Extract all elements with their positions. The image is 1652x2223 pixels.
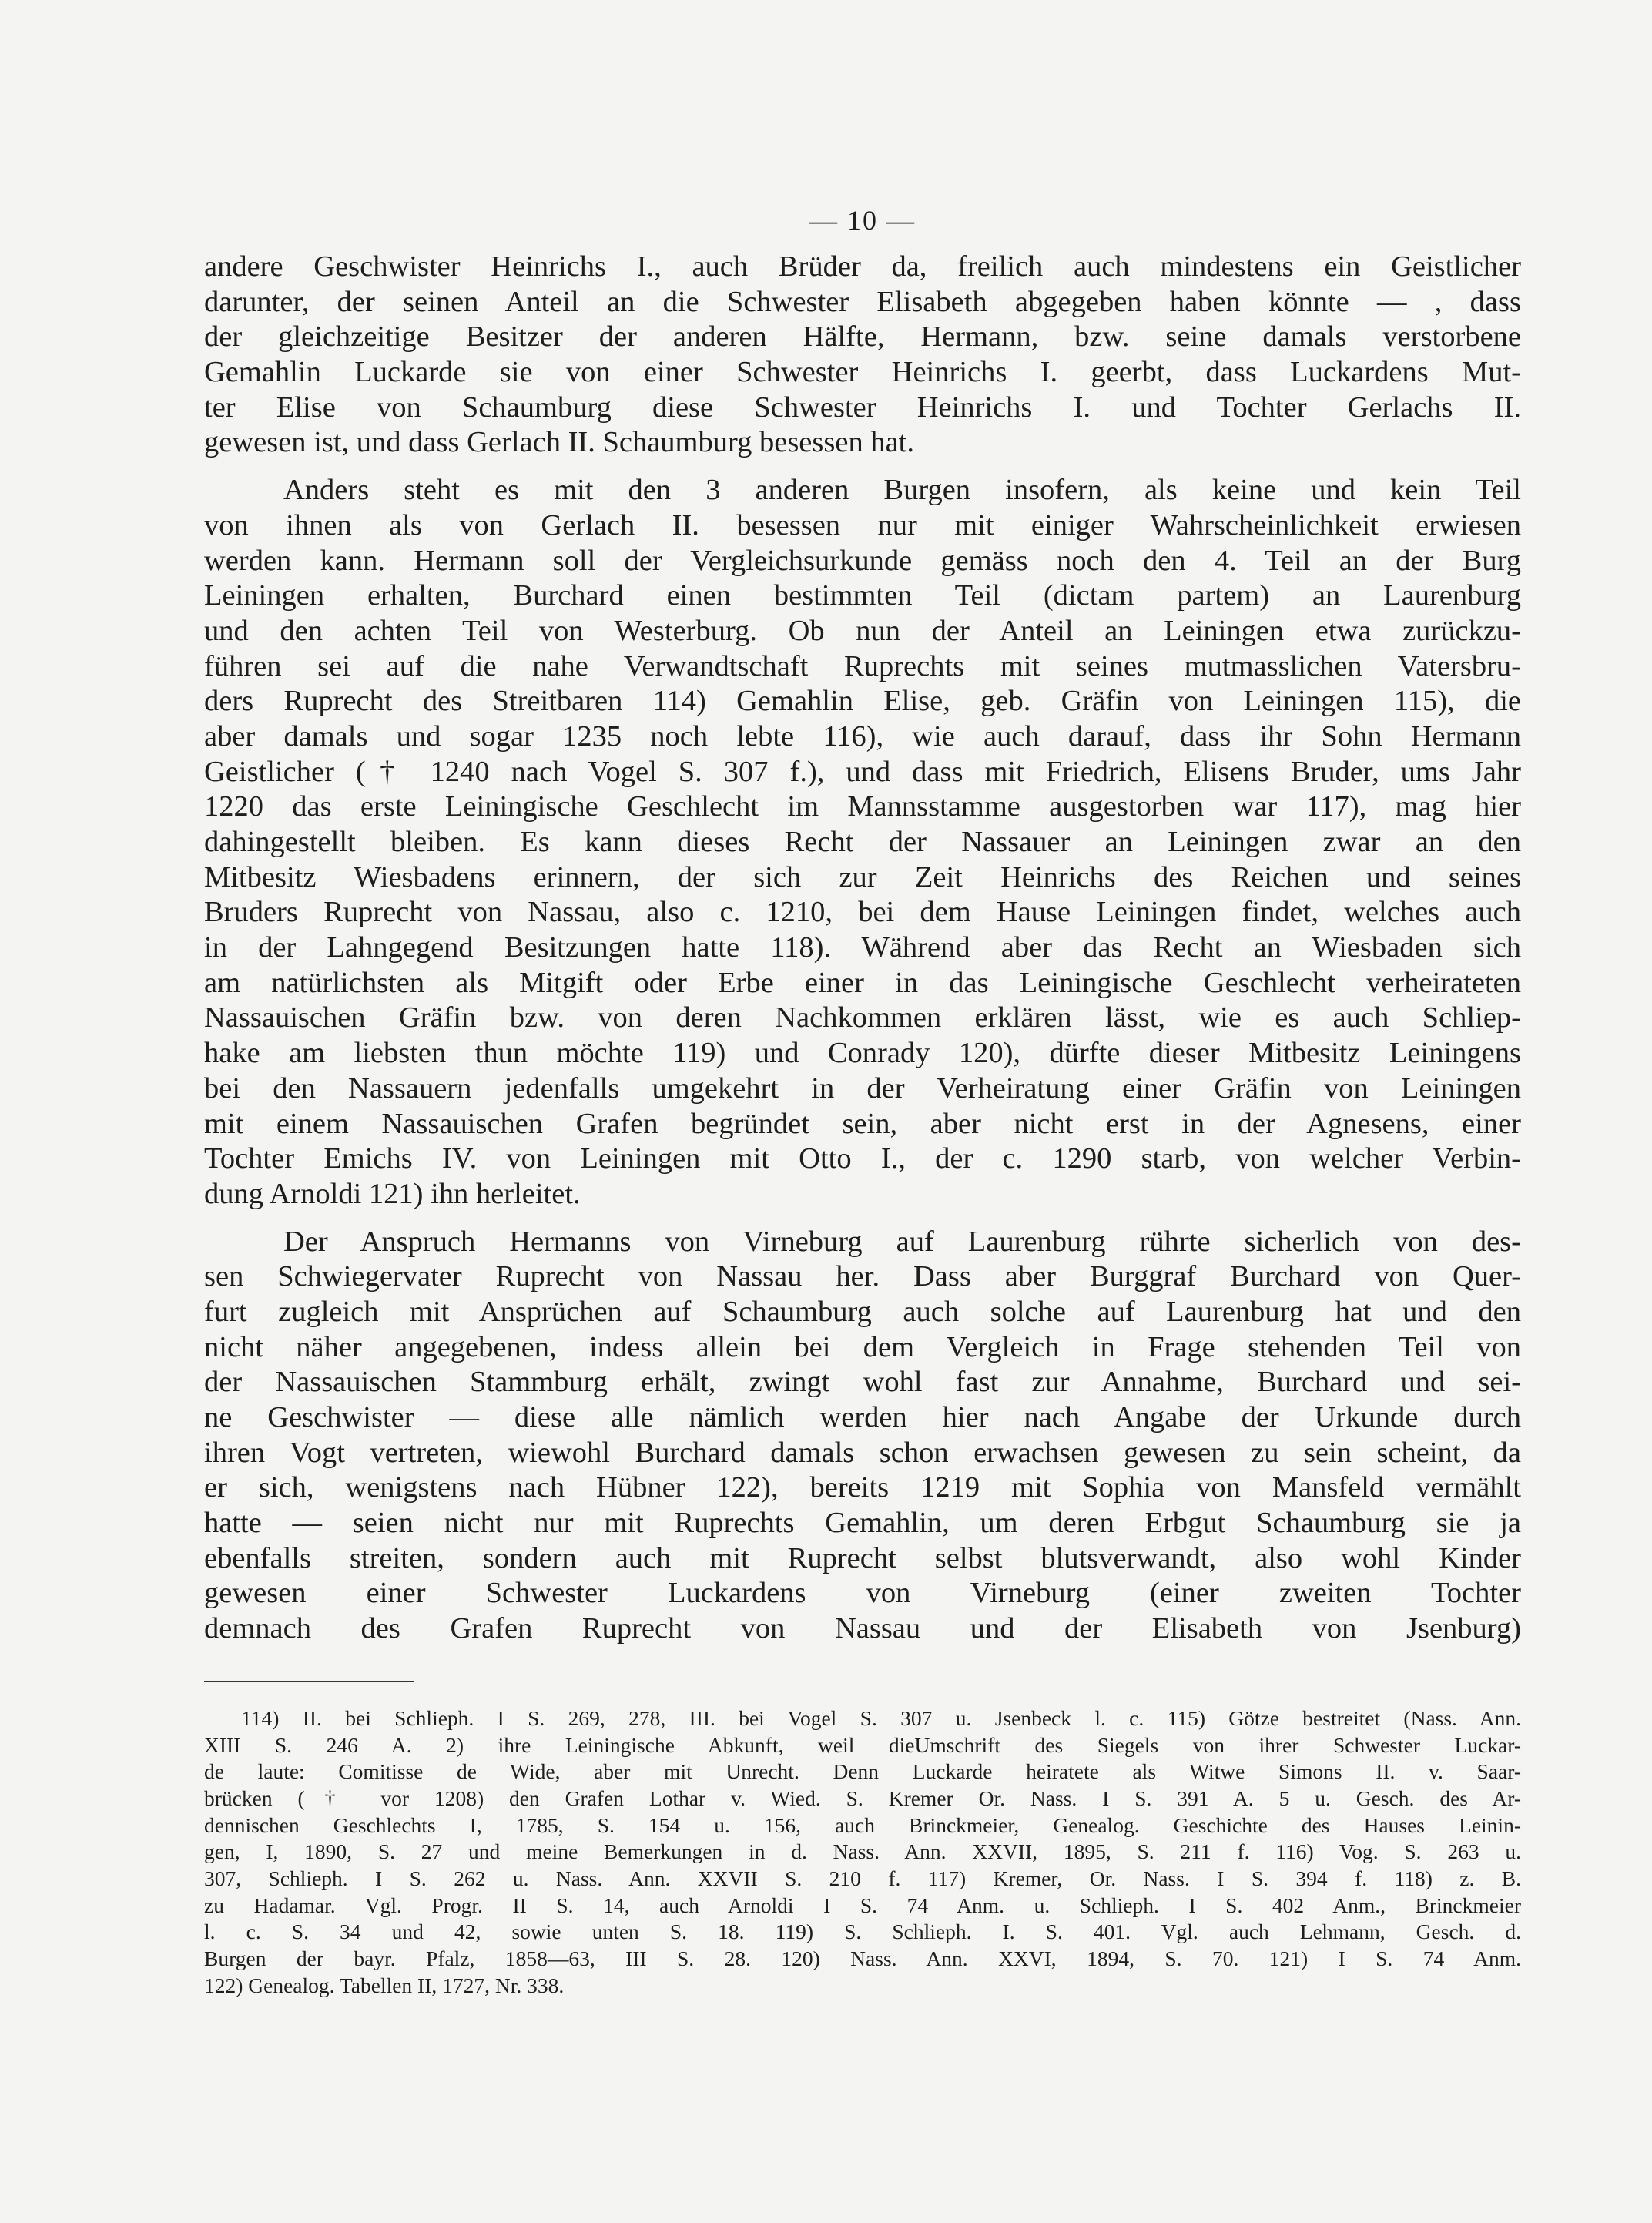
body-line: Mitbesitz Wiesbadens erinnern, der sich zur Zeit Heinrichs des Reichen und seines <box>204 860 1521 894</box>
body-line: furt zugleich mit Ansprüchen auf Schaumburg auch solche auf Laurenburg hat und den <box>204 1295 1521 1328</box>
footnote-divider <box>204 1681 414 1682</box>
body-line: hatte — seien nicht nur mit Ruprechts Gemahlin, um deren Erbgut Schaumburg sie ja <box>204 1507 1521 1540</box>
body-line: und den achten Teil von Westerburg. Ob nun der Anteil an Leiningen etwa zurückzu- <box>204 614 1521 647</box>
body-line: demnach des Grafen Ruprecht von Nassau und der Elisabeth von Jsenburg) <box>204 1612 1521 1645</box>
body-line: am natürlichsten als Mitgift oder Erbe einer in das Leiningische Geschlecht verheirateten <box>204 966 1521 999</box>
body-line: werden kann. Hermann soll der Vergleichsurkunde gemäss noch den 4. Teil an der Burg <box>204 544 1521 577</box>
footnote-line: 114) II. bei Schlieph. I S. 269, 278, III. bei Vogel S. 307 u. Jsenbeck l. c. 115) Götze bestreitet (Nass. Ann. <box>241 1705 1521 1730</box>
body-line: Leiningen erhalten, Burchard einen bestimmten Teil (dictam partem) an Laurenburg <box>204 579 1521 612</box>
body-line: ne Geschwister — diese alle nämlich werden hier nach Angabe der Urkunde durch <box>204 1401 1521 1433</box>
body-line: der Nassauischen Stammburg erhält, zwingt wohl fast zur Annahme, Burchard und sei- <box>204 1366 1521 1399</box>
body-line: führen sei auf die nahe Verwandtschaft Ruprechts mit seines mutmasslichen Vatersbru- <box>204 649 1521 682</box>
body-line: von ihnen als von Gerlach II. besessen nur mit einiger Wahrscheinlichkeit erwiesen <box>204 508 1521 542</box>
body-line: mit einem Nassauischen Grafen begründet sein, aber nicht erst in der Agnesens, einer <box>204 1107 1521 1140</box>
body-line: 1220 das erste Leiningische Geschlecht im Mannsstamme ausgestorben war 117), mag hier <box>204 790 1521 823</box>
footnote-line: zu Hadamar. Vgl. Progr. II S. 14, auch Arnoldi I S. 74 Anm. u. Schlieph. I S. 402 Anm., Brinckmeier <box>204 1893 1521 1917</box>
body-line: ebenfalls streiten, sondern auch mit Ruprecht selbst blutsverwandt, also wohl Kinder <box>204 1541 1521 1574</box>
body-line: ihren Vogt vertreten, wiewohl Burchard damals schon erwachsen gewesen zu sein scheint, da <box>204 1436 1521 1469</box>
body-line: nicht näher angegebenen, indess allein bei dem Vergleich in Frage stehenden Teil von <box>204 1330 1521 1363</box>
body-line: bei den Nassauern jedenfalls umgekehrt in der Verheiratung einer Gräfin von Leiningen <box>204 1071 1521 1105</box>
body-line: ders Ruprecht des Streitbaren 114) Gemahlin Elise, geb. Gräfin von Leiningen 115), die <box>204 685 1521 718</box>
footnote-line: brücken († vor 1208) den Grafen Lothar v. Wied. S. Kremer Or. Nass. I S. 391 A. 5 u. Gesch. des Ar- <box>204 1785 1521 1810</box>
body-line: ter Elise von Schaumburg diese Schwester Heinrichs I. und Tochter Gerlachs II. <box>204 391 1521 424</box>
footnote-line: XIII S. 246 A. 2) ihre Leiningische Abkunft, weil dieUmschrift des Siegels von ihrer Schwester Luckar- <box>204 1732 1521 1757</box>
footnote-line: de laute: Comitisse de Wide, aber mit Unrecht. Denn Luckarde heiratete als Witwe Simons II. v. Saar- <box>204 1759 1521 1784</box>
footnote-line: l. c. S. 34 und 42, sowie unten S. 18. 119) S. Schlieph. I. S. 401. Vgl. auch Lehmann, Gesch. d. <box>204 1920 1521 1944</box>
body-line: Der Anspruch Hermanns von Virneburg auf Laurenburg rührte sicherlich von des- <box>283 1225 1521 1258</box>
footnote-line: dennischen Geschlechts I, 1785, S. 154 u. 156, auch Brinckmeier, Genealog. Geschichte des Hauses Leinin- <box>204 1812 1521 1837</box>
footnote-line: gen, I, 1890, S. 27 und meine Bemerkungen in d. Nass. Ann. XXVII, 1895, S. 211 f. 116) Vog. S. 263 u. <box>204 1839 1521 1864</box>
body-line: Geistlicher († 1240 nach Vogel S. 307 f.), und dass mit Friedrich, Elisens Bruder, ums Jahr <box>204 755 1521 788</box>
body-line: Nassauischen Gräfin bzw. von deren Nachkommen erklären lässt, wie es auch Schliep- <box>204 1001 1521 1034</box>
footnote-line: 307, Schlieph. I S. 262 u. Nass. Ann. XXVII S. 210 f. 117) Kremer, Or. Nass. I S. 394 f. 118) z. B. <box>204 1866 1521 1890</box>
body-line: aber damals und sogar 1235 noch lebte 116), wie auch darauf, dass ihr Sohn Hermann <box>204 719 1521 753</box>
page <box>204 202 1521 1999</box>
body-line: sen Schwiegervater Ruprecht von Nassau her. Dass aber Burggraf Burchard von Quer- <box>204 1260 1521 1293</box>
body-line: Bruders Ruprecht von Nassau, also c. 1210, bei dem Hause Leiningen findet, welches auch <box>204 896 1521 929</box>
body-line: der gleichzeitige Besitzer der anderen Hälfte, Hermann, bzw. seine damals verstorbene <box>204 320 1521 354</box>
body-line: dahingestellt bleiben. Es kann dieses Recht der Nassauer an Leiningen zwar an den <box>204 826 1521 858</box>
body-line: dung Arnoldi 121) ihn herleitet. <box>204 1177 581 1210</box>
body-line: er sich, wenigstens nach Hübner 122), bereits 1219 mit Sophia von Mansfeld vermählt <box>204 1471 1521 1504</box>
body-line: andere Geschwister Heinrichs I., auch Brüder da, freilich auch mindestens ein Geistlicher <box>204 250 1521 283</box>
body-line: gewesen einer Schwester Luckardens von Virneburg (einer zweiten Tochter <box>204 1577 1521 1610</box>
footnotes <box>204 1705 1521 2000</box>
body-line: Tochter Emichs IV. von Leiningen mit Otto I., der c. 1290 starb, von welcher Verbin- <box>204 1142 1521 1175</box>
footnote-line: 122) Genealog. Tabellen II, 1727, Nr. 338. <box>204 1973 565 1997</box>
body-line: darunter, der seinen Anteil an die Schwester Elisabeth abgegeben haben könnte — , dass <box>204 285 1521 318</box>
footnote-line: Burgen der bayr. Pfalz, 1858—63, III S. 28. 120) Nass. Ann. XXVI, 1894, S. 70. 121) I S. 74 Anm. <box>204 1946 1521 1970</box>
body-text <box>204 250 1521 1647</box>
body-line: hake am liebsten thun möchte 119) und Conrady 120), dürfte dieser Mitbesitz Leiningens <box>204 1037 1521 1070</box>
page-number: — 10 — <box>809 205 916 236</box>
body-line: in der Lahngegend Besitzungen hatte 118). Während aber das Recht an Wiesbaden sich <box>204 931 1521 964</box>
body-line: Anders steht es mit den 3 anderen Burgen insofern, als keine und kein Teil <box>283 474 1521 507</box>
body-line: Gemahlin Luckarde sie von einer Schwester Heinrichs I. geerbt, dass Luckardens Mut- <box>204 356 1521 389</box>
body-line: gewesen ist, und dass Gerlach II. Schaumburg besessen hat. <box>204 426 914 459</box>
